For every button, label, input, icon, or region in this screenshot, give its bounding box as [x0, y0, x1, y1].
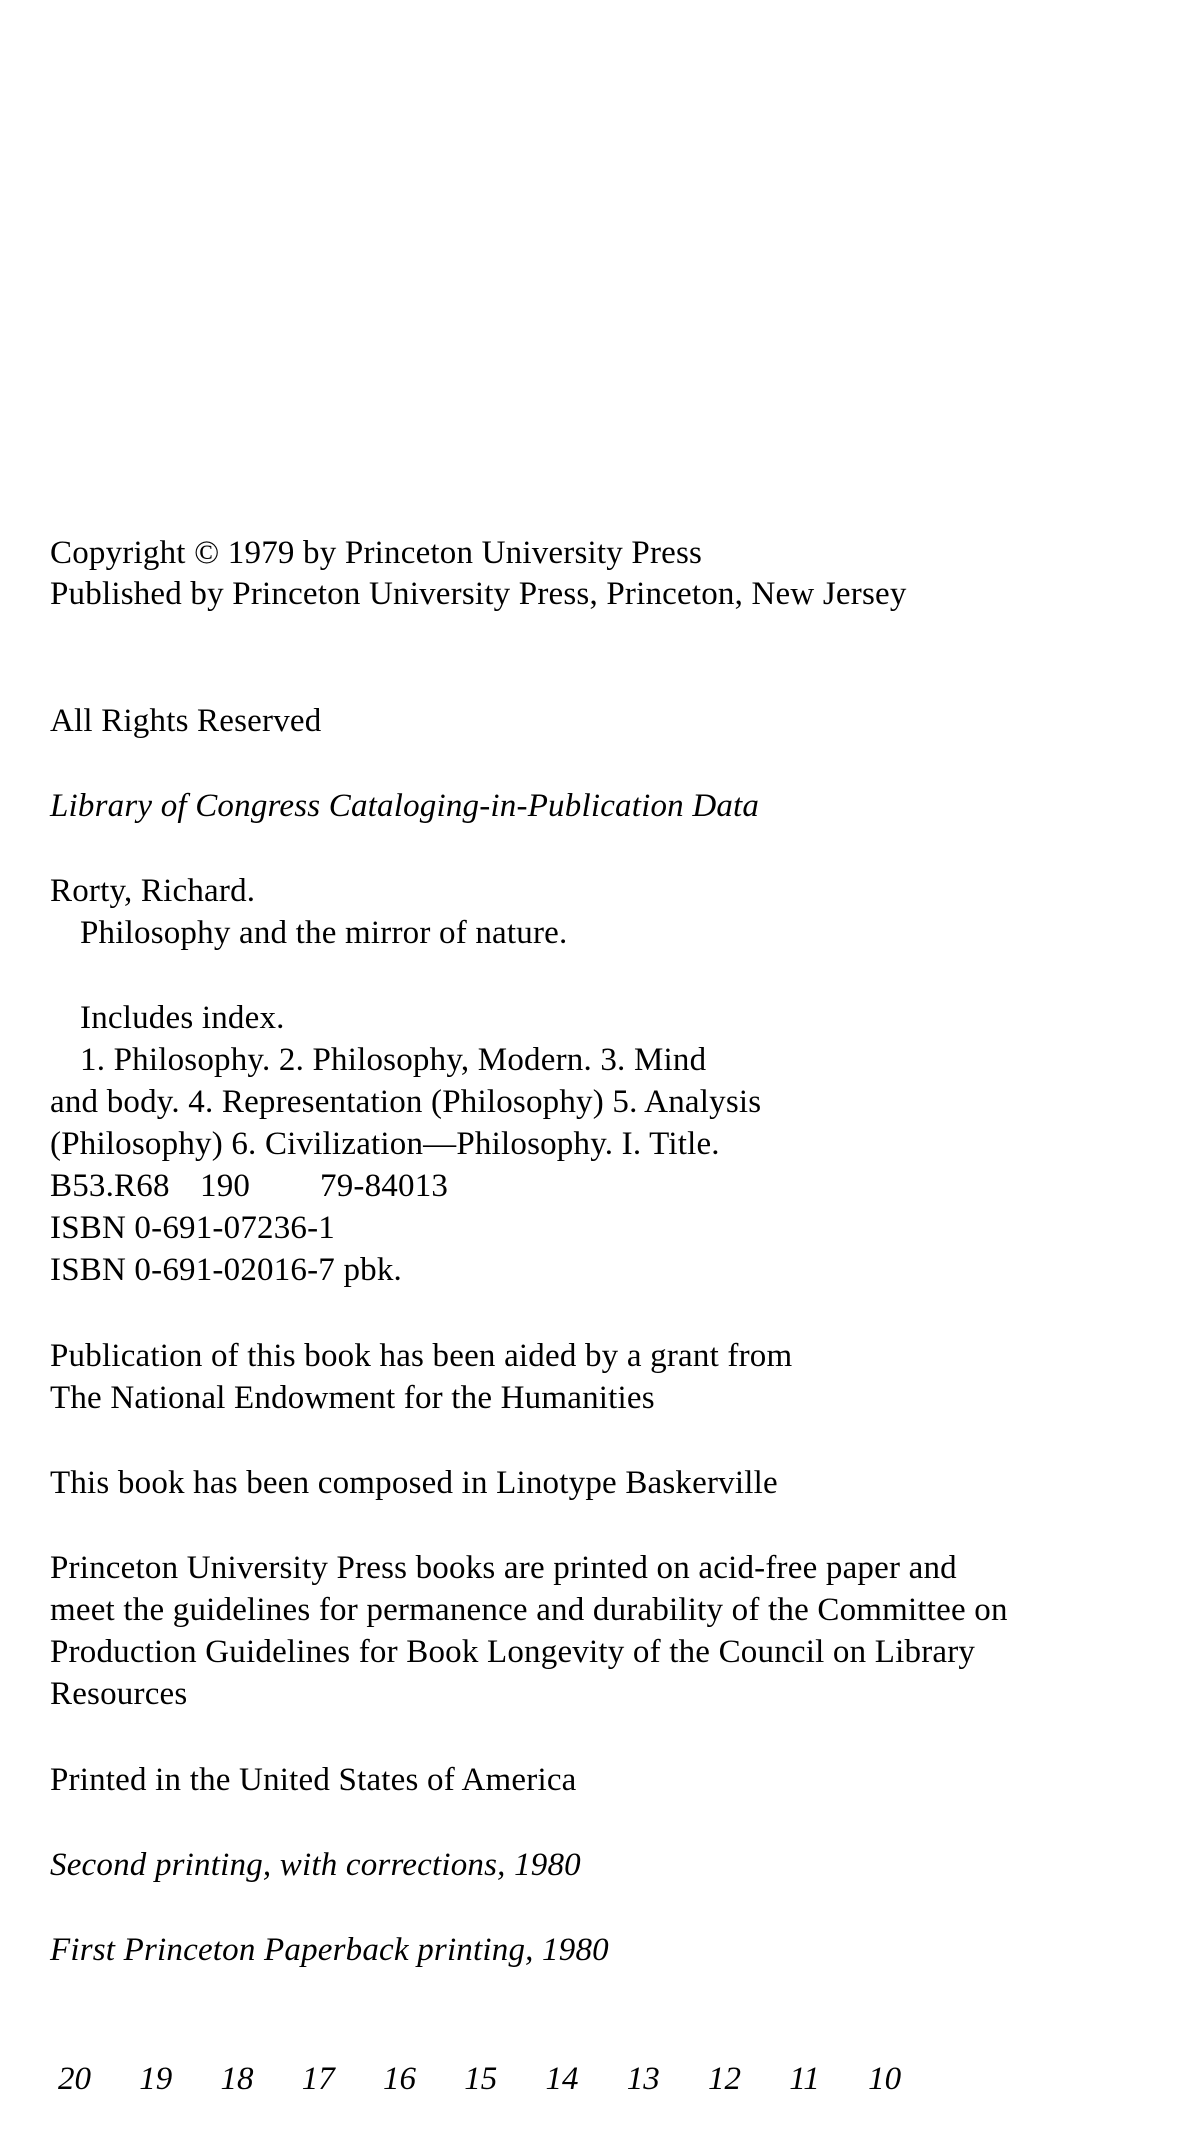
paper-statement-line: Resources — [50, 1676, 188, 1712]
call-number: B53.R68 — [50, 1168, 170, 1204]
printing-number: 15 — [464, 2061, 498, 2097]
printing-number: 13 — [626, 2061, 660, 2097]
lccn: 79-84013 — [320, 1168, 449, 1204]
printing-number: 20 — [58, 2061, 91, 2097]
dewey-number: 190 — [200, 1168, 251, 1204]
printing-number: 11 — [789, 2061, 820, 2097]
paper-statement-line: Production Guidelines for Book Longevity of the Council on Library — [50, 1634, 976, 1670]
paperback-printing: First Princeton Paperback printing, 1980 — [50, 1932, 609, 1968]
grant-line: The National Endowment for the Humanities — [50, 1380, 655, 1416]
second-printing: Second printing, with corrections, 1980 — [50, 1847, 581, 1883]
cip-classification — [50, 1165, 448, 1207]
rights-statement: All Rights Reserved — [50, 703, 322, 739]
isbn-paperback: ISBN 0-691-02016-7 pbk. — [50, 1252, 403, 1288]
cip-title: Philosophy and the mirror of nature. — [80, 915, 568, 951]
cip-includes: Includes index. — [80, 1000, 285, 1036]
cip-heading: Library of Congress Cataloging-in-Publication Data — [50, 788, 760, 824]
printing-number: 19 — [139, 2061, 173, 2097]
publisher-line: Published by Princeton University Press, Princeton, New Jersey — [50, 576, 907, 612]
cip-subjects-line: (Philosophy) 6. Civilization—Philosophy. I. Title. — [50, 1126, 720, 1162]
printing-number: 16 — [383, 2061, 416, 2097]
printing-number: 14 — [545, 2061, 579, 2097]
paper-statement-line: Princeton University Press books are printed on acid-free paper and — [50, 1550, 957, 1586]
cip-subjects-line: 1. Philosophy. 2. Philosophy, Modern. 3. Mind — [80, 1042, 707, 1078]
cip-author: Rorty, Richard. — [50, 873, 256, 909]
composition-statement: This book has been composed in Linotype Baskerville — [50, 1465, 778, 1501]
printing-number: 12 — [708, 2061, 741, 2097]
copyright-line: Copyright © 1979 by Princeton University Press — [50, 535, 703, 571]
printed-statement: Printed in the United States of America — [50, 1762, 577, 1798]
isbn-cloth: ISBN 0-691-07236-1 — [50, 1210, 336, 1246]
paper-statement-line: meet the guidelines for permanence and durability of the Committee on — [50, 1592, 1008, 1628]
printing-number: 17 — [301, 2061, 335, 2097]
printing-number-line — [58, 2058, 941, 2100]
printing-number: 18 — [220, 2061, 254, 2097]
printing-number: 10 — [868, 2061, 902, 2097]
grant-line: Publication of this book has been aided by a grant from — [50, 1338, 793, 1374]
cip-subjects-line: and body. 4. Representation (Philosophy) 5. Analysis — [50, 1084, 762, 1120]
